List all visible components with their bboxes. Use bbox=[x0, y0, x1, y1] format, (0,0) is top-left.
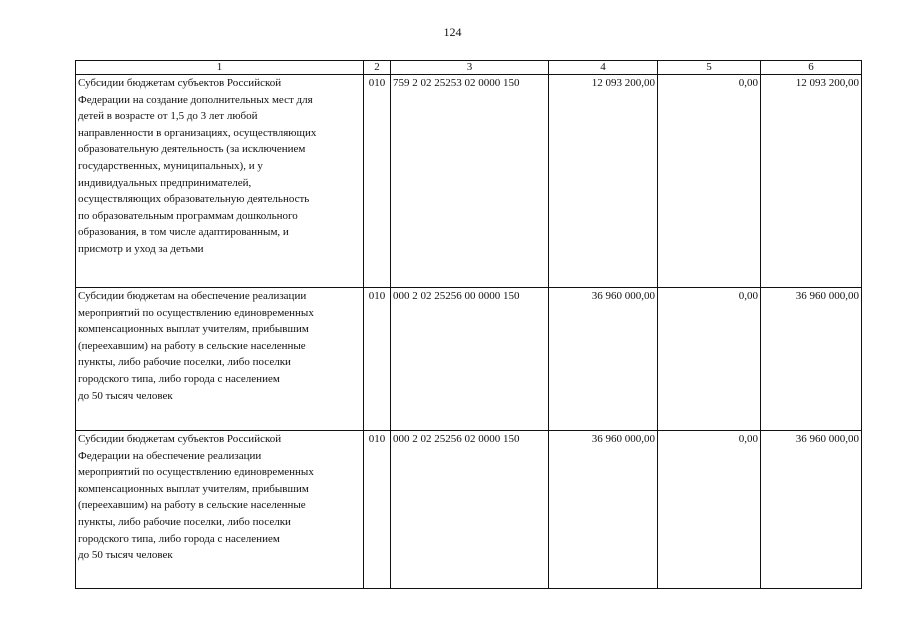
row-description: Субсидии бюджетам субъектов Российской Федерации на обеспечение реализации мероприятий по осуществлению единовременных компенсационных выплат учителям, прибывшим (переехавшим) на работу в сельские населенные пункты, либо рабочие поселки, либо поселки городского типа, либо города с населением до 50 тысяч человек bbox=[76, 431, 364, 589]
row-col5: 0,00 bbox=[658, 431, 761, 589]
row-col4: 36 960 000,00 bbox=[549, 431, 658, 589]
row-col5: 0,00 bbox=[658, 75, 761, 288]
header-col-1: 1 bbox=[76, 61, 364, 75]
header-col-2: 2 bbox=[364, 61, 391, 75]
budget-table bbox=[75, 60, 862, 589]
row-grbs: 010 bbox=[364, 288, 391, 431]
row-grbs: 010 bbox=[364, 431, 391, 589]
header-col-5: 5 bbox=[658, 61, 761, 75]
row-col4: 36 960 000,00 bbox=[549, 288, 658, 431]
table-header bbox=[76, 61, 862, 75]
row-grbs: 010 bbox=[364, 75, 391, 288]
header-col-6: 6 bbox=[761, 61, 862, 75]
header-row bbox=[76, 61, 862, 75]
row-code: 759 2 02 25253 02 0000 150 bbox=[391, 75, 549, 288]
row-description: Субсидии бюджетам на обеспечение реализации мероприятий по осуществлению единовременных компенсационных выплат учителям, прибывшим (переехавшим) на работу в сельские населенные пункты, либо рабочие поселки, либо поселки городского типа, либо города с населением до 50 тысяч человек bbox=[76, 288, 364, 431]
row-description: Субсидии бюджетам субъектов Российской Федерации на создание дополнительных мест для детей в возрасте от 1,5 до 3 лет любой направленности в организациях, осуществляющих образовательную деятельность (за исключением государственных, муниципальных), и у индивидуальных предпринимателей, осуществляющих образовательную деятельность по образовательным программам дошкольного образования, в том числе адаптированным, и присмотр и уход за детьми bbox=[76, 75, 364, 288]
table-row bbox=[76, 75, 862, 288]
row-col6: 36 960 000,00 bbox=[761, 431, 862, 589]
row-col6: 36 960 000,00 bbox=[761, 288, 862, 431]
page-number: 124 bbox=[443, 25, 462, 39]
row-code: 000 2 02 25256 02 0000 150 bbox=[391, 431, 549, 589]
table-row bbox=[76, 431, 862, 589]
row-col6: 12 093 200,00 bbox=[761, 75, 862, 288]
header-col-4: 4 bbox=[549, 61, 658, 75]
row-col4: 12 093 200,00 bbox=[549, 75, 658, 288]
header-col-3: 3 bbox=[391, 61, 549, 75]
table-row bbox=[76, 288, 862, 431]
row-col5: 0,00 bbox=[658, 288, 761, 431]
row-code: 000 2 02 25256 00 0000 150 bbox=[391, 288, 549, 431]
